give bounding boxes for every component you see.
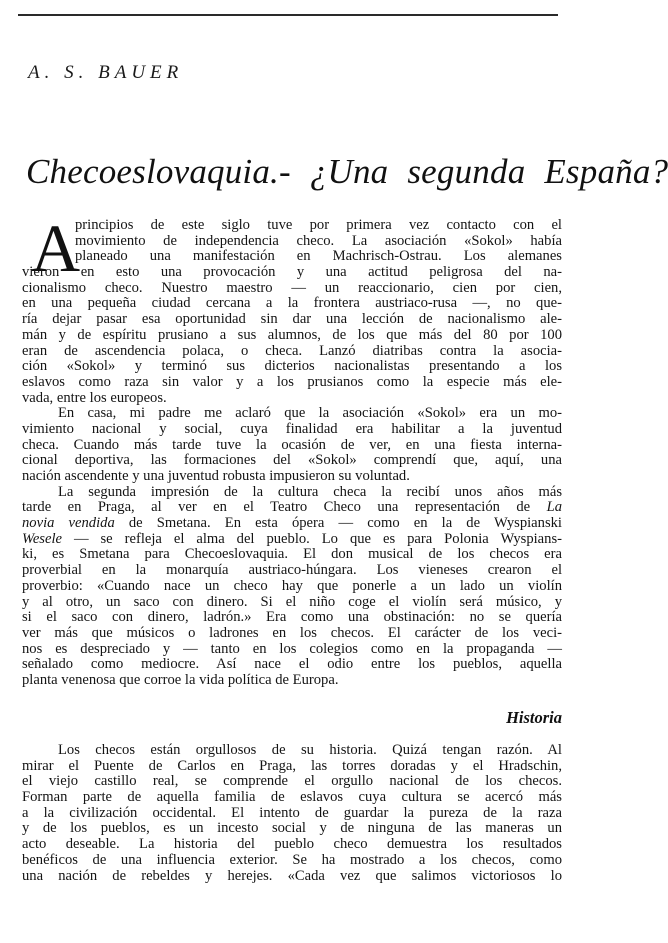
text-line: Forman parte de aquella familia de eslavos cuya cultura se acercó más [22,789,562,806]
italic-wesele: Wesele [22,530,62,547]
text-line: una nación de rebeldes y herejes. «Cada vez que salimos victoriosos lo [22,867,562,884]
italic-opera-title: novia vendida [22,515,115,532]
text-line: benéficos de una influencia exterior. Se ha mostrado a los checos, como [22,851,562,868]
text-line: Los checos están orgullosos de su historia. Quizá tengan razón. Al [58,742,562,758]
text-line: si el saco con dinero, ladrón.» Era como una obstinación: no se quería [22,609,562,626]
author-name: A. S. BAUER [28,62,184,83]
text-line: principios de este siglo tuve por primera vez contacto con el [75,217,562,233]
text-line: y al otro, un saco con dinero. Si el niño coge el violín será músico, y [22,593,562,610]
text-line: vieron en esto una provocación y una actitud peligrosa del na- [22,264,562,281]
text-line: En casa, mi padre me aclaró que la asociación «Sokol» era un mo- [58,405,562,422]
text-line: eran de ascendencia polaca, o checa. Lanzó diatribas contra la asocia- [22,342,562,359]
text-line [22,516,562,532]
text-line: ver más que músicos o ladrones en los checos. El carácter de los veci- [22,624,562,641]
article-title: Checoeslovaquia.- ¿Una segunda España? [26,152,668,191]
text-segment: tarde en Praga, al ver en el Teatro Checo una representación de [22,499,531,516]
text-line: eslavos como raza sin valor y a los prusianos como la especie más ele- [22,373,562,390]
text-line: checa. Cuando más tarde tuve la ocasión de ver, en una fiesta interna- [22,436,562,453]
text-line: a la civilización occidental. El intento de guardar la pureza de la raza [22,804,562,821]
text-line: proverbio: «Cuando nace un checo hay que ponerle a un lado un violín [22,577,562,594]
text-line: ki, es Smetana para Checoeslovaquia. El don musical de los checos era [22,546,562,563]
text-line: cional deportiva, las formaciones del «Sokol» comprendí que, aquí, una [22,452,562,469]
text-line: acto deseable. La historia del pueblo checo demuestra los resultados [22,836,562,853]
text-line: mirar el Puente de Carlos en Praga, las torres doradas y el Hradschin, [22,757,562,774]
article-body-section-1 [22,210,562,689]
text-line: planta venenosa que corroe la vida política de Europa. [22,671,339,688]
drop-cap: A [31,210,81,286]
text-line: en una pequeña ciudad cercana a la frontera austriaco-rusa —, no que- [22,295,562,312]
text-line: nos es despreciado y — tanto en los colegios como en la propaganda — [22,640,562,657]
text-line: planeado una manifestación en Machrisch-Ostrau. Los alemanes [75,248,562,265]
text-line [22,532,562,548]
text-segment: — se refleja el alma del pueblo. Lo que es para Polonia Wyspians- [73,530,562,547]
text-line [22,500,562,516]
text-line: ría dejar pasar esa oportunidad sin dar una lección de nacionalismo ale- [22,311,562,328]
text-line: ción «Sokol» y terminó sus dicterios nacionalistas presentando a los [22,358,562,375]
text-line: La segunda impresión de la cultura checa la recibí unos años más [58,483,562,500]
text-line: mán y de espíritu prusiano a sus alumnos, de los que más del 80 por 100 [22,326,562,343]
text-line: cionalismo checo. Nuestro maestro — un reaccionario, cien por cien, [22,279,562,296]
text-line: movimiento de independencia checo. La asociación «Sokol» había [75,232,562,249]
text-segment: de Smetana. En esta ópera — como en la de Wyspianski [128,515,562,532]
text-line: señalado como mediocre. Así nace el odio entre los pueblos, aquella [22,656,562,673]
text-line: proverbial en la monarquía austriaco-húngara. Los vieneses crearon el [22,562,562,579]
article-body-section-2 [22,743,562,884]
text-line: nación ascendente y una juventud robusta impusieron su voluntad. [22,468,410,484]
text-line: vada, entre los europeos. [22,389,167,406]
top-rule [18,14,558,16]
text-line: el viejo castillo real, se comprende el orgullo nacional de los checos. [22,773,562,790]
section-heading: Historia [506,708,562,727]
text-line: vimiento nacional y social, cuya finalidad era habilitar a la juventud [22,420,562,437]
text-line: y de los pueblos, es un incesto social y de ninguna de las maneras un [22,820,562,837]
italic-text: La [546,499,562,516]
